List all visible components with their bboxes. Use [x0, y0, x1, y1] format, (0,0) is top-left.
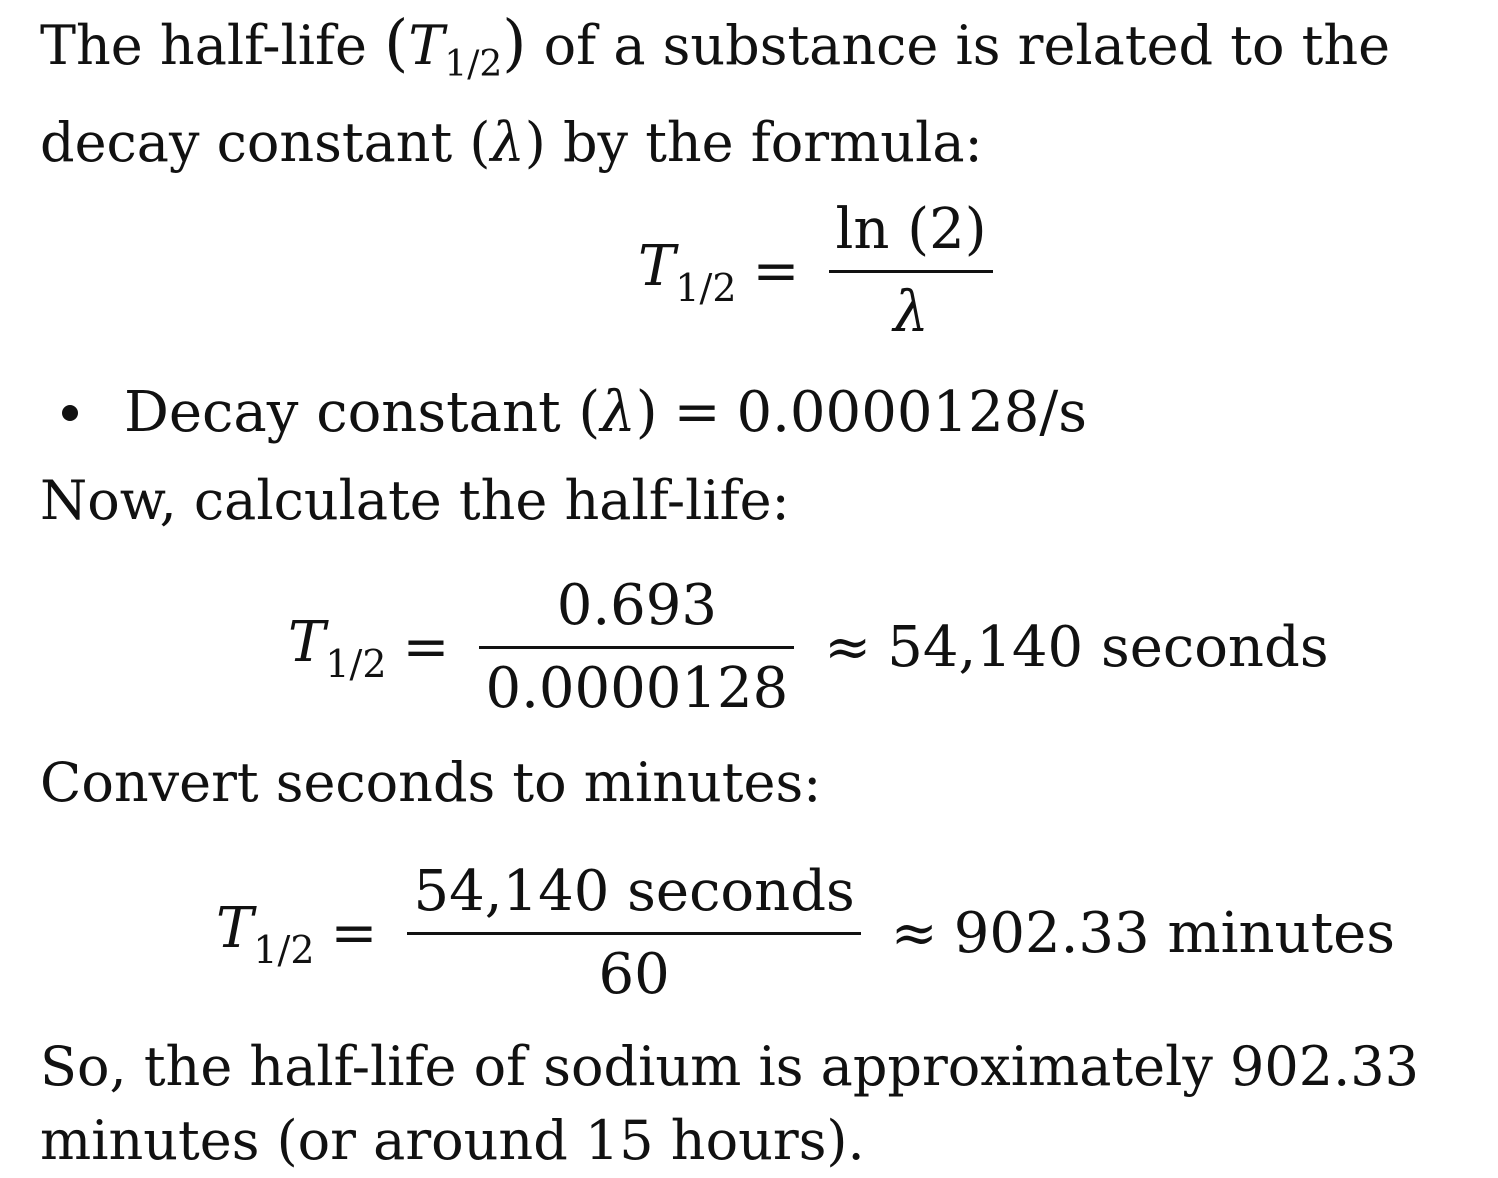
bullet-icon: [62, 405, 78, 421]
conclusion-paragraph: [40, 1030, 1419, 1178]
calc-denominator: 0.0000128: [485, 656, 789, 721]
intro-line-1: [40, 6, 1391, 85]
formula-equals: =: [752, 239, 800, 304]
formula-lhs-sub: 1/2: [675, 265, 737, 310]
step2-heading: Convert seconds to minutes:: [40, 751, 822, 814]
half-life-calculation: [288, 566, 1329, 729]
calc-approx: ≈: [824, 615, 872, 680]
conv-lhs-var: T: [216, 895, 254, 961]
calc-result: 54,140 seconds: [887, 615, 1329, 680]
half-life-formula: [638, 190, 1007, 353]
formula-lhs-var: T: [638, 233, 676, 299]
half-life-symbol: $(T_{1/2})$: [384, 6, 527, 85]
half-life-sub: 1/2: [444, 44, 503, 85]
intro-text-a: The half-life: [40, 14, 385, 77]
conclusion-line-2: minutes (or around 15 hours).: [40, 1109, 865, 1172]
half-life-var: T: [408, 14, 445, 77]
conv-lhs-sub: 1/2: [253, 927, 315, 972]
bullet-value: 0.0000128/s: [736, 380, 1087, 445]
calc-lhs: [288, 610, 387, 686]
intro-paragraph: [40, 4, 1390, 182]
calc-lhs-var: T: [288, 609, 326, 675]
intro-line-2: [40, 104, 1390, 182]
intro-text-c: decay constant (: [40, 111, 491, 174]
formula-denominator: λ: [893, 280, 929, 345]
conv-equals: =: [330, 901, 378, 966]
calc-equals: =: [402, 615, 450, 680]
bullet-item-decay-constant: [62, 374, 1087, 452]
formula-lhs: [638, 234, 737, 310]
bullet-label-end: ): [635, 380, 658, 445]
minutes-conversion: [216, 852, 1395, 1015]
conv-approx: ≈: [890, 901, 938, 966]
conv-result: 902.33 minutes: [953, 901, 1395, 966]
intro-text-b: of a substance is related to the: [526, 14, 1391, 77]
formula-fraction: [829, 190, 992, 353]
conv-fraction: [407, 852, 860, 1015]
step1-heading: Now, calculate the half-life:: [40, 469, 790, 532]
lambda-symbol: λ: [490, 111, 525, 174]
bullet-lambda: λ: [600, 380, 636, 445]
calc-lhs-sub: 1/2: [325, 641, 387, 686]
intro-text-d: ) by the formula:: [524, 111, 983, 174]
conv-denominator: 60: [598, 942, 670, 1007]
conv-numerator: 54,140 seconds: [413, 859, 855, 924]
calc-numerator: 0.693: [556, 573, 718, 638]
formula-numerator: ln (2): [835, 197, 987, 262]
bullet-label: Decay constant (: [124, 380, 601, 445]
calc-fraction: [479, 566, 794, 729]
bullet-equals: =: [673, 380, 721, 445]
conclusion-line-1: So, the half-life of sodium is approximately 902.33: [40, 1035, 1419, 1098]
conv-lhs: [216, 896, 315, 972]
